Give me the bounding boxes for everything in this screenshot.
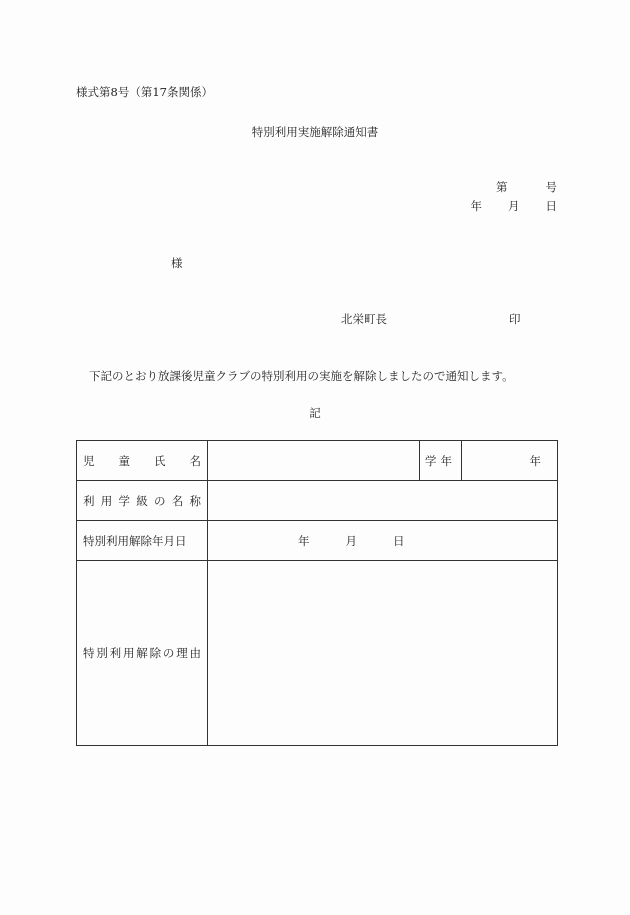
- reason-label-char: の: [162, 646, 175, 660]
- child-name-label-char: 童: [118, 453, 130, 468]
- grade-label: 学年: [420, 441, 462, 481]
- child-name-field[interactable]: [208, 441, 420, 481]
- reason-label-char: 由: [189, 646, 201, 660]
- cancel-date-label: 特別利用解除年月日: [77, 521, 208, 561]
- reason-label: [77, 561, 208, 746]
- class-name-label: [77, 481, 208, 521]
- grade-field[interactable]: 年: [462, 441, 558, 481]
- child-name-label: [77, 441, 208, 481]
- table-row-cancel-date: [77, 521, 558, 561]
- class-name-label-char: 級: [136, 493, 148, 508]
- cancel-date-field[interactable]: [208, 521, 558, 561]
- notice-body-text: 下記のとおり放課後児童クラブの特別利用の実施を解除しましたので通知します。: [89, 369, 514, 383]
- issue-date-year: 年: [470, 199, 482, 213]
- child-name-label-char: 児: [83, 453, 95, 468]
- document-title: 特別利用実施解除通知書: [251, 125, 379, 139]
- table-row-class-name: [77, 481, 558, 521]
- issue-date-month: 月: [508, 199, 520, 213]
- class-name-label-char: 名: [171, 493, 184, 508]
- table-row-reason: [77, 561, 558, 746]
- reason-label-char: 除: [149, 646, 162, 660]
- issue-date-day: 日: [545, 199, 557, 213]
- issuer-name: 北栄町長: [341, 312, 387, 326]
- class-name-label-char: 利: [83, 493, 95, 508]
- addressee-sama: 様: [171, 256, 183, 270]
- table-row-child-name: [77, 441, 558, 481]
- child-name-label-char: 氏: [154, 453, 166, 468]
- cancel-date-day: 日: [393, 533, 405, 548]
- class-name-field[interactable]: [208, 481, 558, 521]
- reference-number-line: [496, 179, 557, 195]
- class-name-label-char: 学: [118, 493, 130, 508]
- issue-date-line: [471, 198, 558, 214]
- reason-label-char: 別: [96, 646, 108, 660]
- ki-heading: 記: [309, 406, 321, 420]
- class-name-label-char: 用: [100, 493, 113, 508]
- form-number: 様式第8号（第17条関係）: [76, 85, 213, 99]
- reason-label-char: 用: [122, 646, 135, 660]
- child-name-label-char: 名: [189, 453, 201, 468]
- reference-dai: 第: [496, 180, 508, 194]
- seal-mark: 印: [509, 312, 521, 326]
- reason-label-char: 理: [176, 646, 188, 660]
- reason-label-char: 特: [83, 646, 95, 660]
- cancel-date-month: 月: [345, 533, 357, 548]
- class-name-label-char: 称: [189, 493, 201, 508]
- reason-field[interactable]: [208, 561, 558, 746]
- class-name-label-char: の: [154, 493, 166, 508]
- cancel-date-year: 年: [298, 533, 310, 548]
- reason-label-char: 解: [136, 646, 148, 660]
- notice-form-table: [76, 440, 558, 746]
- reason-label-char: 利: [109, 646, 122, 660]
- reference-go: 号: [545, 180, 557, 194]
